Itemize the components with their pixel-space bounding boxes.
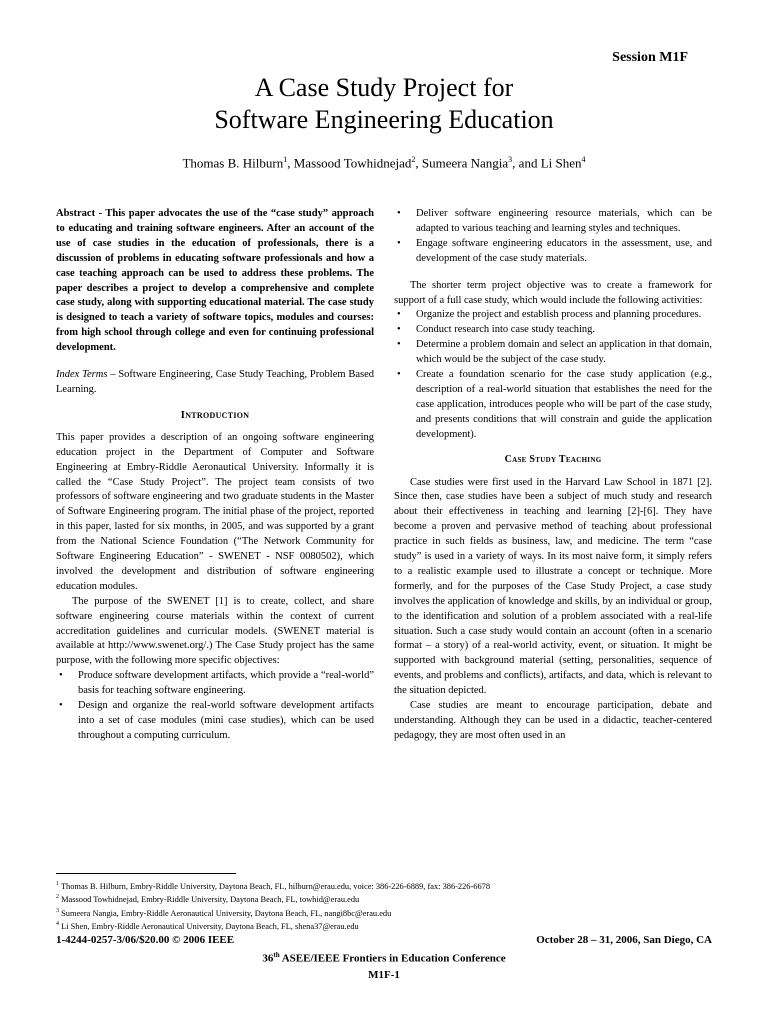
list-item: • Produce software development artifacts, which provide a “real-world” basis for teaching software engineering. — [59, 670, 374, 697]
bullet-icon: • — [397, 339, 401, 351]
objectives-list-continued — [394, 207, 712, 267]
author-mark: 4 — [581, 155, 586, 164]
bullet-icon: • — [59, 670, 63, 682]
bullet-icon: • — [397, 324, 401, 336]
session-label: Session M1F — [612, 50, 688, 65]
footnotes — [56, 879, 716, 932]
list-item: • Engage software engineering educators in the assessment, use, and development of the case study materials. — [397, 237, 712, 264]
paper-title — [0, 72, 768, 136]
list-item: • Conduct research into case study teaching. — [394, 323, 712, 338]
footnote-rule — [56, 873, 236, 874]
author-name: Sumeera Nangia — [421, 155, 509, 171]
section-heading-introduction: Introduction — [180, 408, 250, 421]
footnote: $^3$ Sumeera Nangia, Embry-Riddle Aeronautical University, Daytona Beach, FL, nangi8bc@erau.edu — [56, 907, 392, 918]
bullet-icon: • — [397, 208, 401, 219]
shorter-term-paragraph: The shorter term project objective was to create a framework for support of a full case study, which would include the following activities: — [394, 279, 712, 306]
footnote: $^2$ Massood Towhidnejad, Embry-Riddle University, Daytona Beach, FL, towhid@erau.edu — [56, 894, 360, 905]
case-study-paragraph-1: Case studies were first used in the Harvard Law School in 1871 [2]. Since then, case studies have been a subject of much study and research about their effectiveness in teaching and learning [2]-[6]. They have become a proven and pervasive method of teaching about professional practice in such fields as business, law, and medicine. The term “case study” is used in a variety of ways. In its most naive form, it simply refers to a realistic example used to illustrate a concept or technique. More formerly, and for the purposes of the Case Study Project, a case study involves the application of knowledge and skills, by an individual or group, to the identification and solution of a problem associated with a real-life situation. Such a case study would contain an account (often in a scenario format – a story) of a real-world activity, event, or situation. It might be supported with background material (setting, personalities, sequence of events, and problems and conflicts), artifacts, and data, which is relevant to the situation depicted. — [394, 476, 712, 697]
list-item: • Deliver software engineering resource materials, which can be adapted to various teaching and learning styles and techniques. — [397, 208, 712, 234]
author-name: Massood Towhidnejad — [293, 155, 412, 171]
author-name: Li Shen — [540, 155, 582, 171]
footer-conference — [0, 947, 768, 983]
intro-paragraph-1: This paper provides a description of an ongoing software engineering education project in the Department of Computer and Software Engineering at Embry-Riddle Aeronautical University. Informally it is called the “Case Study Project”. The project team consists of two professors of software engineering and two graduate students in the Master of Software Engineering program. The initial phase of the project, reported in this paper, lasted for six months, in 2005, and was supported by a grant from the National Science Foundation (“The Network Community for Software Engineering Education” - SWENET - NSF 0080502), which involved the development and distribution of software engineering education modules. — [56, 431, 374, 592]
list-item: • Determine a problem domain and select an application in that domain, which would be the subject of the case study. — [397, 339, 712, 366]
title-line-2: Software Engineering Education — [214, 105, 554, 134]
author-mark: 2 — [411, 155, 416, 164]
intro-paragraph-2: The purpose of the SWENET [1] is to create, collect, and share software engineering course materials within the context of current accreditation guidelines and curricular models. (SWENET material is available at http://www.swenet.org/.) The Case Study project has the same purpose, with the following more specific objectives: — [56, 595, 374, 667]
conference-name: 36th ASEE/IEEE Frontiers in Education Conference — [262, 951, 506, 965]
case-study-paragraph-2: Case studies are meant to encourage participation, debate and understanding. Although they can be used in a didactic, teacher-centered pedagogy, they are most often used in an — [394, 700, 712, 741]
bullet-icon: • — [397, 309, 401, 321]
author-name: Thomas B. Hilburn — [182, 155, 284, 171]
author-sep: , and — [512, 155, 541, 171]
index-terms — [56, 368, 374, 398]
footer-isbn: 1-4244-0257-3/06/$20.00 © 2006 IEEE — [56, 934, 235, 946]
footnote: $^1$ Thomas B. Hilburn, Embry-Riddle University, Daytona Beach, FL, hilburn@erau.edu, voice: 386-226-6889, fax: 386-226-6678 — [56, 881, 491, 891]
list-item: • Create a foundation scenario for the case study application (e.g., description of a real-world situation that establishes the need for the case application, introduces people who will be part of the case study, and presents conditions that will constrain and guide the application development). — [397, 369, 712, 440]
objectives-list — [56, 669, 374, 744]
bullet-icon: • — [397, 369, 401, 381]
author-sep: , — [415, 155, 422, 171]
index-terms-label: Index Terms — [56, 369, 108, 381]
left-column — [56, 207, 374, 744]
author-list — [0, 155, 768, 171]
page-number: M1F-1 — [368, 968, 400, 981]
author-mark: 1 — [283, 155, 288, 164]
bullet-icon: • — [397, 237, 401, 249]
activities-list — [394, 308, 712, 442]
right-column — [394, 207, 712, 744]
list-item: • Organize the project and establish process and planning procedures. — [394, 308, 712, 323]
footnote: $^4$ Li Shen, Embry-Riddle Aeronautical University, Daytona Beach, FL, shena37@erau.edu — [56, 920, 359, 931]
footer-date-location: October 28 – 31, 2006, San Diego, CA — [536, 934, 712, 946]
bullet-icon: • — [59, 700, 63, 712]
title-line-1: A Case Study Project for — [254, 73, 514, 102]
section-heading-case-study-teaching: Case Study Teaching — [504, 453, 602, 465]
list-item: • Design and organize the real-world software development artifacts into a set of case modules (mini case studies), which can be used throughout a computing curriculum. — [59, 700, 374, 741]
abstract: Abstract - This paper advocates the use of the “case study” approach to educating and training software engineers. After an account of the use of case studies in the education of professionals, there is a discussion of problems in educating software professionals and how a case teaching approach can be used to address these problems. The paper describes a project to develop a comprehensive and complete case study, along with supporting educational material. The case study is designed to teach a variety of software topics, modules and courses: from high school through college and even for continuing professional development. — [56, 208, 374, 354]
index-terms-text: – Software Engineering, Case Study Teaching, Problem Based Learning. — [56, 369, 374, 395]
author-sep: , — [287, 155, 294, 171]
author-mark: 3 — [508, 155, 513, 164]
